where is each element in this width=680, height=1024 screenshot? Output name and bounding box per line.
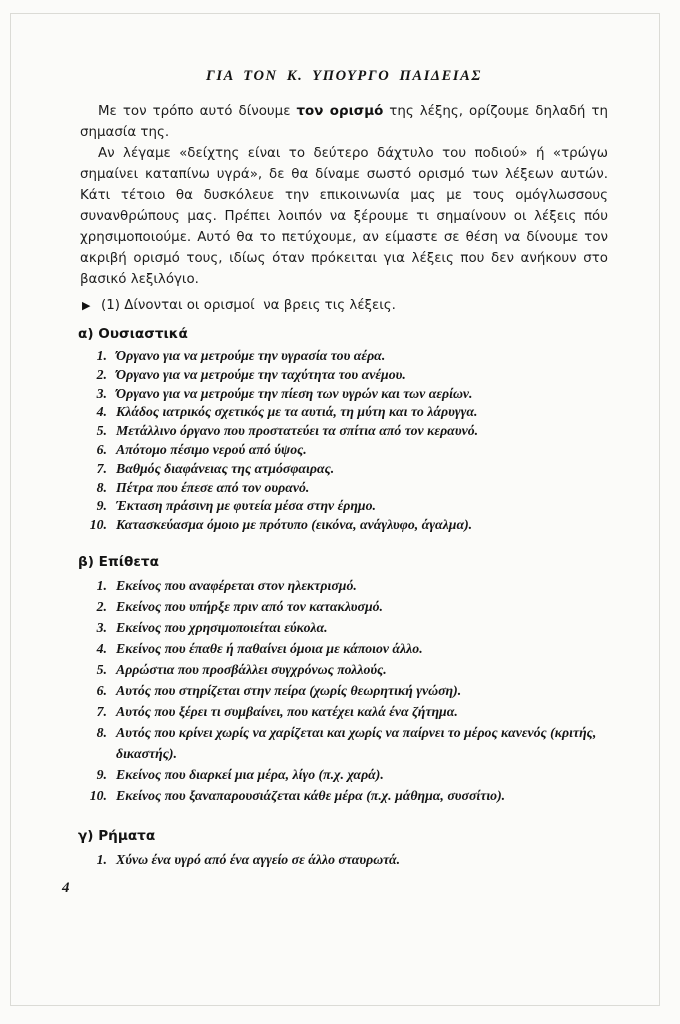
page-content [80, 68, 608, 870]
list-item [80, 422, 608, 441]
item-text: Μετάλλινο όργανο που προστατεύει τα σπίτια από τον κεραυνό. [116, 423, 479, 439]
intro-paragraph-1 [80, 101, 608, 143]
item-number: 1. [96, 348, 107, 363]
section-title-adjectives: β) Επίθετα [78, 553, 159, 570]
list-item [80, 441, 608, 460]
item-number: 2. [96, 366, 107, 382]
item-number: 2. [96, 598, 107, 614]
bold-phrase: τον ορισμό [296, 104, 384, 119]
list-item [80, 575, 608, 596]
item-number: 10. [89, 517, 107, 533]
list-item [80, 701, 608, 722]
item-text: Αυτός που ξέρει τι συμβαίνει, που κατέχει καλά ένα ζήτημα. [116, 703, 458, 719]
item-text: Κατασκεύασμα όμοιο με πρότυπο (εικόνα, ανάγλυφο, άγαλμα). [116, 517, 473, 533]
item-text: Όργανο για να μετρούμε την υγρασία του αέρα. [116, 348, 386, 363]
item-number: 8. [96, 479, 107, 495]
list-item [80, 785, 608, 806]
item-text: Όργανο για να μετρούμε την πίεση των υγρών και των αερίων. [116, 385, 473, 401]
paragraph-text: της λέξης, ορίζουμε δηλαδή τη σημασία της. [80, 104, 608, 140]
item-number: 9. [96, 766, 107, 782]
page-number: 4 [62, 880, 70, 896]
intro-paragraph-2: Αν λέγαμε «δείχτης είναι το δεύτερο δάχτυλο του ποδιού» ή «τρώγω σημαίνει καταπίνω υγρά», δε θα δίναμε σωστό ορισμό των λέξεων αυτών. Κάτι τέτοιο θα δυσκόλευε την επικοινωνία μας με τους ομόγλωσσους συνανθρώπους μας. Πρέπει λοιπόν να ξέρουμε τι σημαίνουν οι λέξεις πόυ χρησιμοποιούμε. Αυτό θα το πετύχουμε, αν είμαστε σε θέση να δίνουμε τον ακριβή ορισμό τους, ιδίως όταν πρόκειται για λέξεις που δεν ανήκουν στο βασικό λεξιλόγιο. [80, 146, 608, 287]
definition-list-verbs [80, 849, 608, 870]
list-item [80, 722, 608, 764]
section-title-nouns: α) Ουσιαστικά [78, 326, 188, 342]
list-item [80, 347, 608, 366]
list-item [80, 849, 608, 870]
list-item [80, 516, 608, 535]
item-number: 8. [96, 724, 107, 740]
item-number: 10. [89, 787, 107, 803]
list-item [80, 497, 608, 516]
item-number: 3. [96, 385, 107, 401]
item-number: 5. [96, 423, 107, 439]
list-item [80, 617, 608, 638]
paragraph-text: Με τον τρόπο αυτό δίνουμε [98, 104, 297, 119]
item-text: Πέτρα που έπεσε από τον ουρανό. [116, 479, 310, 495]
definition-list-adjectives [80, 575, 608, 806]
item-number: 5. [96, 661, 107, 677]
item-number: 9. [96, 498, 107, 514]
item-text: Εκείνος που υπήρξε πριν από τον κατακλυσμό. [116, 598, 383, 614]
section-title-verbs: γ) Ρήματα [78, 827, 156, 844]
definition-list-nouns [80, 347, 608, 535]
item-number: 1. [96, 851, 107, 867]
item-text: Αυτός που κρίνει χωρίς να χαρίζεται και χωρίς να παίρνει το μέρος κανενός (κριτής, δικαστής). [116, 724, 597, 761]
item-text: Χύνω ένα υγρό από ένα αγγείο σε άλλο σταυρωτά. [116, 851, 401, 867]
exercise-instruction [82, 295, 608, 316]
item-number: 4. [96, 640, 107, 656]
item-number: 7. [96, 703, 107, 719]
item-number: 6. [96, 441, 107, 457]
item-text: Εκείνος που διαρκεί μια μέρα, λίγο (π.χ. χαρά). [116, 766, 384, 782]
list-item [80, 680, 608, 701]
item-number: 3. [96, 619, 107, 635]
list-item [80, 764, 608, 785]
item-text: Απότομο πέσιμο νερού από ύψος. [116, 441, 307, 457]
item-text: Εκείνος που ξαναπαρουσιάζεται κάθε μέρα (π.χ. μάθημα, συσσίτιο). [116, 787, 506, 803]
item-text: Όργανο για να μετρούμε την ταχύτητα του ανέμου. [116, 366, 406, 382]
list-item [80, 385, 608, 404]
list-item [80, 659, 608, 680]
list-item [80, 460, 608, 479]
exercise-text: (1) Δίνονται οι ορισμοί να βρεις τις λέξεις. [101, 298, 396, 313]
item-text: Έκταση πράσινη με φυτεία μέσα στην έρημο. [116, 498, 376, 514]
item-text: Βαθμός διαφάνειας της ατμόσφαιρας. [116, 460, 335, 476]
list-item [80, 403, 608, 422]
list-item [80, 366, 608, 385]
item-text: Εκείνος που αναφέρεται στον ηλεκτρισμό. [116, 577, 357, 593]
item-number: 4. [96, 404, 107, 420]
item-text: Κλάδος ιατρικός σχετικός με τα αυτιά, τη μύτη και το λάρυγγα. [116, 404, 478, 420]
item-number: 6. [96, 682, 107, 698]
list-item [80, 638, 608, 659]
triangle-bullet-icon: ▶ [82, 299, 91, 312]
item-text: Εκείνος που έπαθε ή παθαίνει όμοια με κάποιον άλλο. [116, 640, 423, 656]
item-number: 7. [96, 460, 107, 476]
item-text: Αυτός που στηρίζεται στην πείρα (χωρίς θεωρητική γνώση). [116, 682, 462, 698]
item-number: 1. [96, 577, 107, 593]
item-text: Αρρώστια που προσβάλλει συγχρόνως πολλούς. [116, 661, 387, 677]
page-title: ΓΙΑ ΤΟΝ Κ. ΥΠΟΥΡΓΟ ΠΑΙΔΕΙΑΣ [205, 68, 482, 84]
item-text: Εκείνος που χρησιμοποιείται εύκολα. [116, 619, 328, 635]
list-item [80, 596, 608, 617]
list-item [80, 479, 608, 498]
